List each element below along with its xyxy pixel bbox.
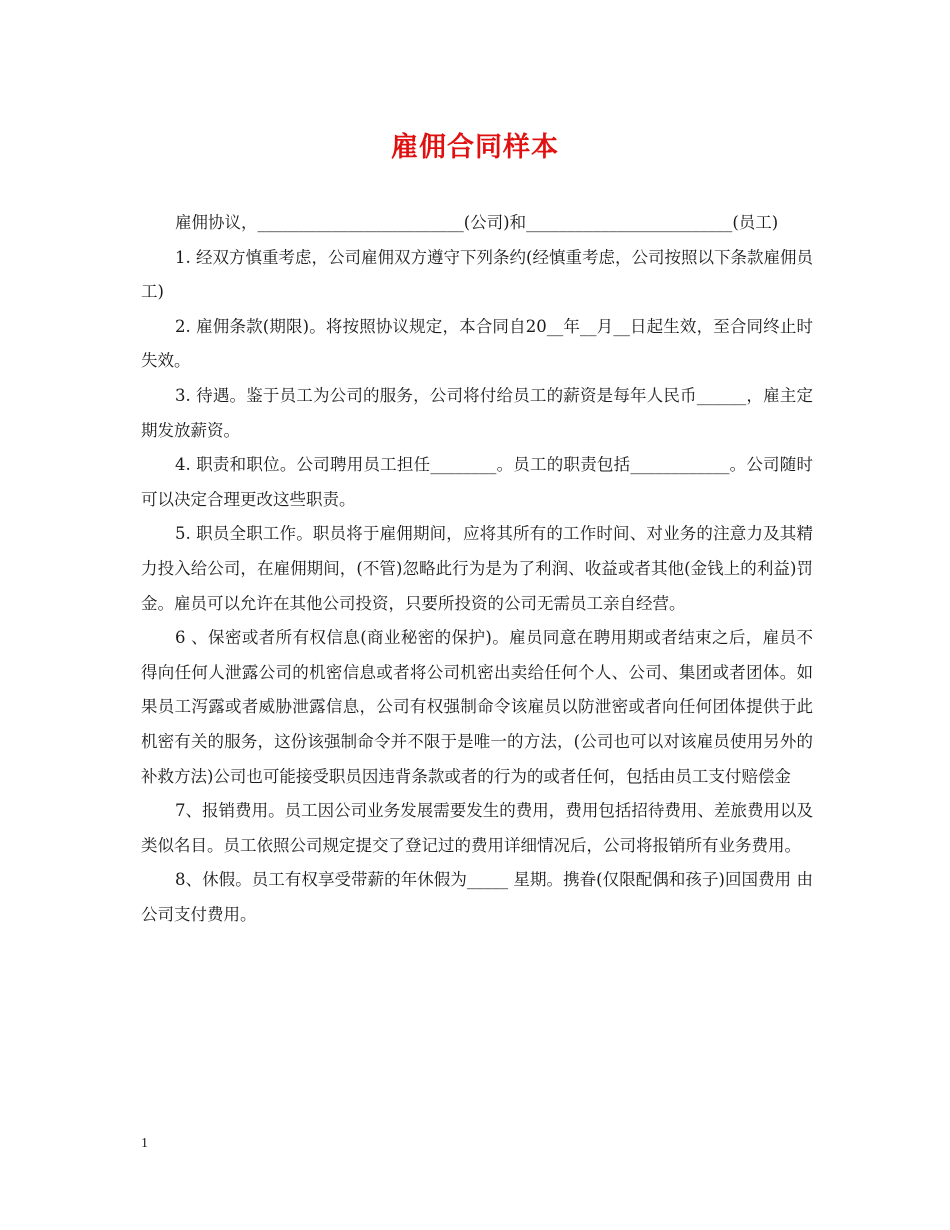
paragraph-clause-7: 7、报销费用。员工因公司业务发展需要发生的费用，费用包括招待费用、差旅费用以及类似名目。员工依照公司规定提交了登记过的费用详细情况后，公司将报销所有业务费用。 bbox=[141, 801, 813, 855]
paragraph-clause-3: 3. 待遇。鉴于员工为公司的服务，公司将付给员工的薪资是每年人民币______，雇主定期发放薪资。 bbox=[141, 385, 813, 440]
paragraph-clause-8: 8、休假。员工有权享受带薪的年休假为_____ 星期。携眷(仅限配偶和孩子)回国费用 由公司支付费用。 bbox=[141, 870, 813, 924]
paragraph-clause-6: 6 、保密或者所有权信息(商业秘密的保护)。雇员同意在聘用期或者结束之后，雇员不得向任何人泄露公司的机密信息或者将公司机密出卖给任何个人、公司、集团或者团体。如果员工泻露或者威胁泄露信息，公司有权强制命令该雇员以防泄密或者向任何团体提供于此机密有关的服务，这份该强制命令并不限于是唯一的方法，(公司也可以对该雇员使用另外的补救方法)公司也可能接受职员因违背条款或者的行为的或者任何，包括由员工支付赔偿金 bbox=[141, 628, 813, 786]
document-title: 雇佣合同样本 bbox=[391, 132, 559, 163]
page-number: 1 bbox=[141, 1136, 148, 1151]
document-body bbox=[141, 206, 813, 932]
paragraph-clause-2: 2. 雇佣条款(期限)。将按照协议规定，本合同自20__年__月__日起生效，至合同终止时失效。 bbox=[141, 316, 813, 371]
paragraph-clause-4: 4. 职责和职位。公司聘用员工担任________。员工的职责包括____________。公司随时可以决定合理更改这些职责。 bbox=[141, 455, 813, 509]
paragraph-clause-1: 1. 经双方慎重考虑，公司雇佣双方遵守下列条约(经慎重考虑，公司按照以下条款雇佣员工) bbox=[141, 247, 813, 302]
paragraph-clause-5: 5. 职员全职工作。职员将于雇佣期间，应将其所有的工作时间、对业务的注意力及其精力投入给公司，在雇佣期间，(不管)忽略此行为是为了利润、收益或者其他(金钱上的利益)罚金。雇员可以允许在其他公司投资，只要所投资的公司无需员工亲自经营。 bbox=[141, 524, 813, 613]
paragraph-parties: 雇佣协议，_________________________(公司)和_________________________(员工) bbox=[175, 213, 779, 232]
